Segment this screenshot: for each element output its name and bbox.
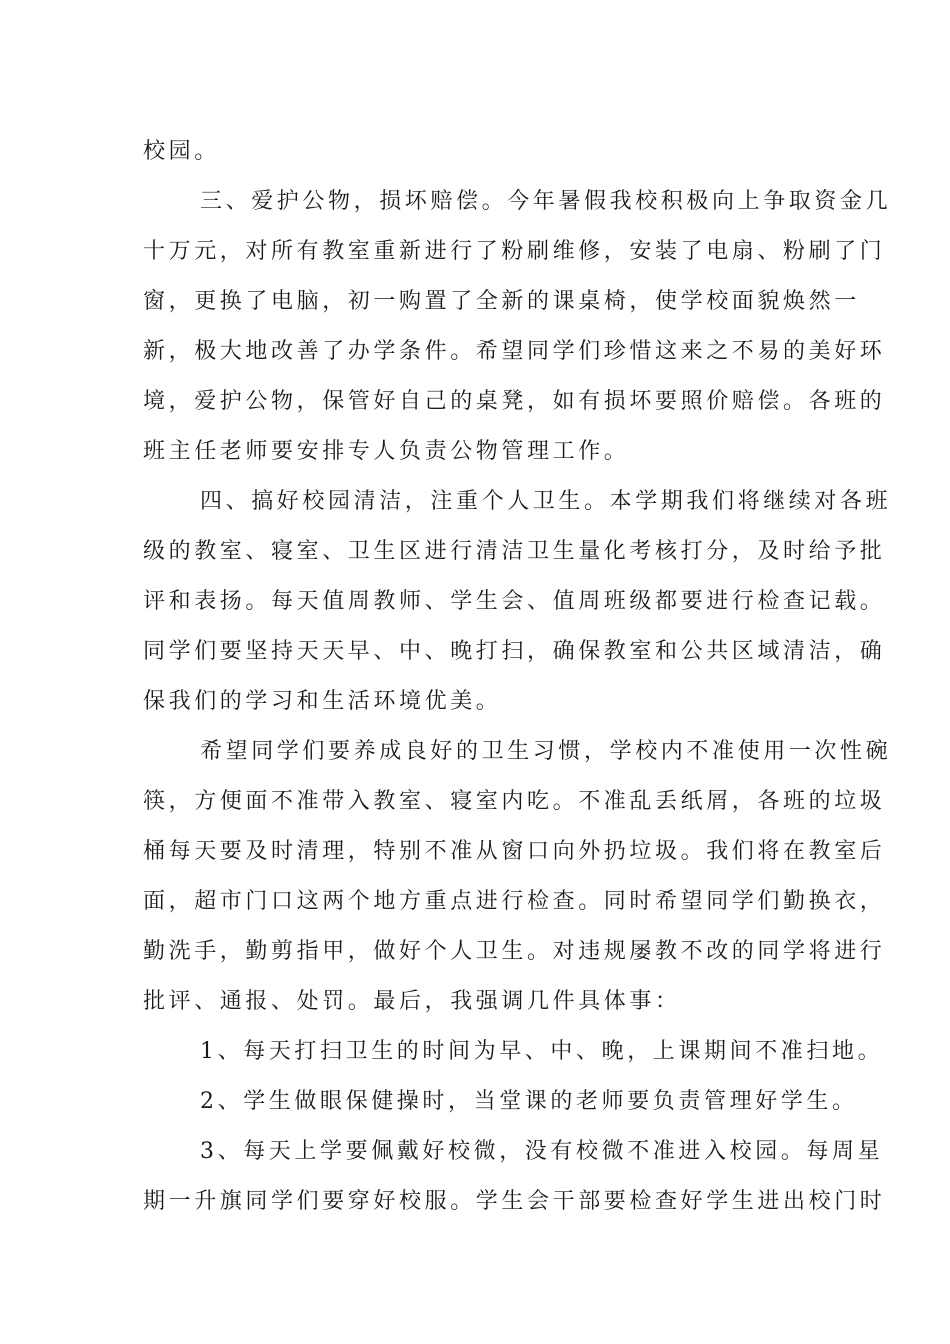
paragraph-4-line-5: 保我们的学习和生活环境优美。 — [143, 689, 502, 714]
paragraph-3-line-3: 窗，更换了电脑，初一购置了全新的课桌椅，使学校面貌焕然一 — [143, 289, 860, 314]
paragraph-5-line-5: 勤洗手，勤剪指甲，做好个人卫生。对违规屡教不改的同学将进行 — [143, 939, 886, 964]
paragraph-4-line-4: 同学们要坚持天天早、中、晚打扫，确保教室和公共区域清洁，确 — [143, 639, 886, 664]
text-line-1: 校园。 — [143, 139, 220, 164]
paragraph-3-line-1: 三、爱护公物，损坏赔偿。今年暑假我校积极向上争取资金几 — [200, 189, 892, 214]
list-item-1: 1、每天打扫卫生的时间为早、中、晚，上课期间不准扫地。 — [200, 1039, 884, 1064]
list-item-2: 2、学生做眼保健操时，当堂课的老师要负责管理好学生。 — [200, 1089, 858, 1114]
paragraph-3-line-4: 新，极大地改善了办学条件。希望同学们珍惜这来之不易的美好环 — [143, 339, 886, 364]
paragraph-5-line-1: 希望同学们要养成良好的卫生习惯，学校内不准使用一次性碗 — [200, 739, 892, 764]
list-item-3-line-2: 期一升旗同学们要穿好校服。学生会干部要检查好学生进出校门时 — [143, 1189, 886, 1214]
paragraph-3-line-2: 十万元，对所有教室重新进行了粉刷维修，安装了电扇、粉刷了门 — [143, 239, 886, 264]
paragraph-5-line-6: 批评、通报、处罚。最后，我强调几件具体事： — [143, 989, 681, 1014]
list-item-3-line-1: 3、每天上学要佩戴好校微，没有校微不准进入校园。每周星 — [200, 1139, 884, 1164]
paragraph-4-line-1: 四、搞好校园清洁，注重个人卫生。本学期我们将继续对各班 — [200, 489, 892, 514]
paragraph-5-line-4: 面，超市门口这两个地方重点进行检查。同时希望同学们勤换衣， — [143, 889, 886, 914]
paragraph-4-line-3: 评和表扬。每天值周教师、学生会、值周班级都要进行检查记载。 — [143, 589, 886, 614]
paragraph-5-line-2: 筷，方便面不准带入教室、寝室内吃。不准乱丢纸屑，各班的垃圾 — [143, 789, 886, 814]
paragraph-5-line-3: 桶每天要及时清理，特别不准从窗口向外扔垃圾。我们将在教室后 — [143, 839, 886, 864]
paragraph-4-line-2: 级的教室、寝室、卫生区进行清洁卫生量化考核打分，及时给予批 — [143, 539, 886, 564]
paragraph-3-line-6: 班主任老师要安排专人负责公物管理工作。 — [143, 439, 630, 464]
paragraph-3-line-5: 境，爱护公物，保管好自己的桌凳，如有损坏要照价赔偿。各班的 — [143, 389, 886, 414]
